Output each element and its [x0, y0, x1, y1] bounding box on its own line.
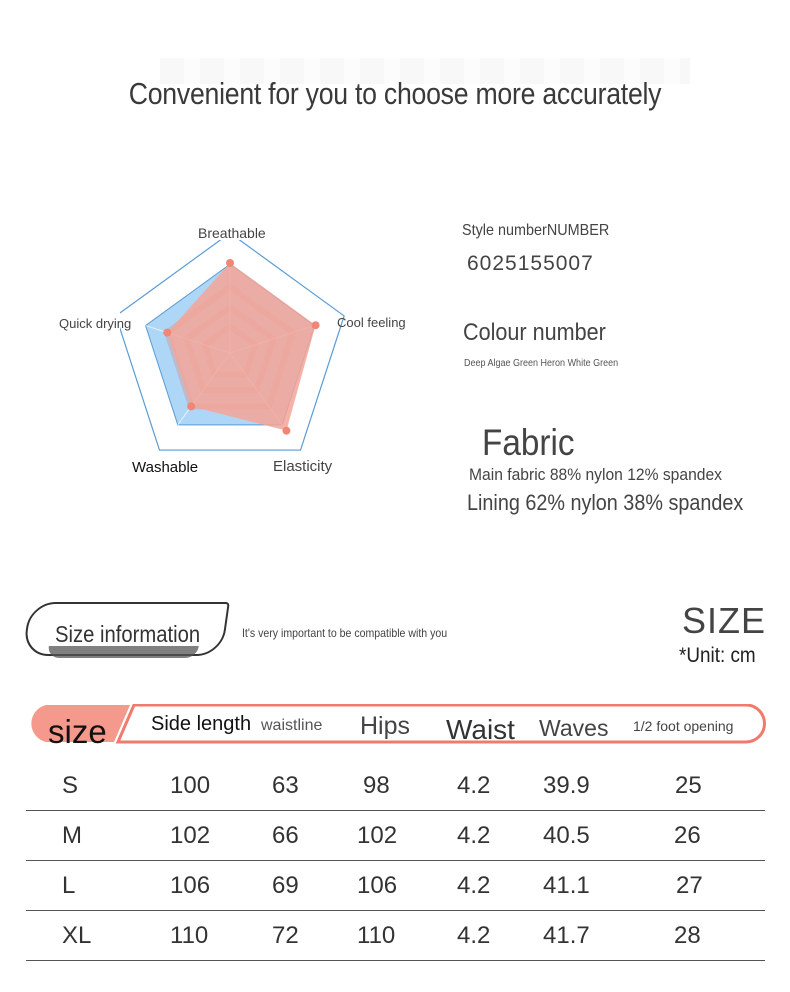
cell-size: L: [62, 872, 76, 899]
cell-foot-opening: 28: [674, 922, 701, 949]
radar-data-point: [187, 402, 195, 410]
table-row-l: [26, 861, 765, 911]
table-divider: [26, 810, 765, 811]
fabric-label: Fabric: [482, 422, 575, 463]
header-hips: Hips: [360, 712, 411, 740]
cell-waves: 39.9: [543, 772, 590, 799]
cell-side-length: 102: [170, 822, 211, 849]
cell-waist: 4.2: [457, 922, 491, 949]
colour-number-value: Deep Algae Green Heron White Green: [464, 358, 619, 369]
cell-foot-opening: 25: [675, 772, 702, 799]
cell-hips: 98: [363, 772, 390, 799]
cell-waves: 41.1: [543, 872, 590, 899]
table-row-m: [26, 811, 765, 861]
cell-waistline: 72: [272, 922, 299, 949]
radar-label-breathable: Breathable: [198, 225, 266, 241]
size-big-label: SIZE: [682, 600, 767, 641]
header-size: size: [48, 713, 107, 750]
cell-waves: 41.7: [543, 922, 590, 949]
radar-data-point: [163, 329, 171, 337]
fabric-radar-chart: [120, 240, 380, 470]
radar-data-point: [282, 427, 290, 435]
cell-waist: 4.2: [457, 772, 491, 799]
header-waist: Waist: [446, 714, 515, 745]
cell-waistline: 66: [272, 822, 299, 849]
radar-label-quick-drying: Quick drying: [59, 316, 132, 331]
cell-waist: 4.2: [457, 822, 491, 849]
cell-size: S: [62, 772, 79, 799]
table-row-s: [26, 761, 765, 811]
style-number-value: 6025155007: [467, 252, 594, 275]
cell-side-length: 106: [170, 872, 211, 899]
cell-foot-opening: 27: [676, 872, 703, 899]
cell-foot-opening: 26: [674, 822, 701, 849]
cell-waves: 40.5: [543, 822, 590, 849]
style-number-label: Style numberNUMBER: [462, 222, 610, 239]
cell-hips: 110: [357, 922, 396, 949]
colour-number-label: Colour number: [463, 319, 606, 346]
header-waistline: waistline: [261, 717, 323, 734]
header-side-length: Side length: [151, 713, 252, 735]
cell-size: M: [62, 822, 82, 849]
cell-hips: 106: [357, 872, 398, 899]
header-waves: Waves: [539, 715, 609, 741]
radar-label-washable: Washable: [132, 459, 199, 476]
fabric-main-text: Main fabric 88% nylon 12% spandex: [469, 465, 722, 484]
cell-size: XL: [62, 922, 92, 949]
size-tip-text: It's very important to be compatible with you: [242, 626, 448, 640]
radar-data-point: [226, 259, 234, 267]
page-headline: Convenient for you to choose more accurately: [128, 76, 662, 111]
radar-label-cool-feeling: Cool feeling: [337, 315, 406, 330]
unit-label: *Unit: cm: [679, 644, 756, 667]
cell-hips: 102: [357, 822, 398, 849]
size-information-label: Size information: [55, 621, 201, 647]
cell-waistline: 63: [272, 772, 299, 799]
table-row-xl: [26, 911, 765, 961]
header-half-foot-opening: 1/2 foot opening: [633, 718, 734, 734]
cell-side-length: 110: [170, 922, 209, 949]
radar-label-elasticity: Elasticity: [273, 458, 333, 475]
cell-waistline: 69: [272, 872, 299, 899]
cell-side-length: 100: [170, 772, 211, 799]
radar-data-point: [312, 321, 320, 329]
table-header: [26, 704, 766, 750]
fabric-lining-text: Lining 62% nylon 38% spandex: [467, 490, 744, 515]
cell-waist: 4.2: [457, 872, 491, 899]
